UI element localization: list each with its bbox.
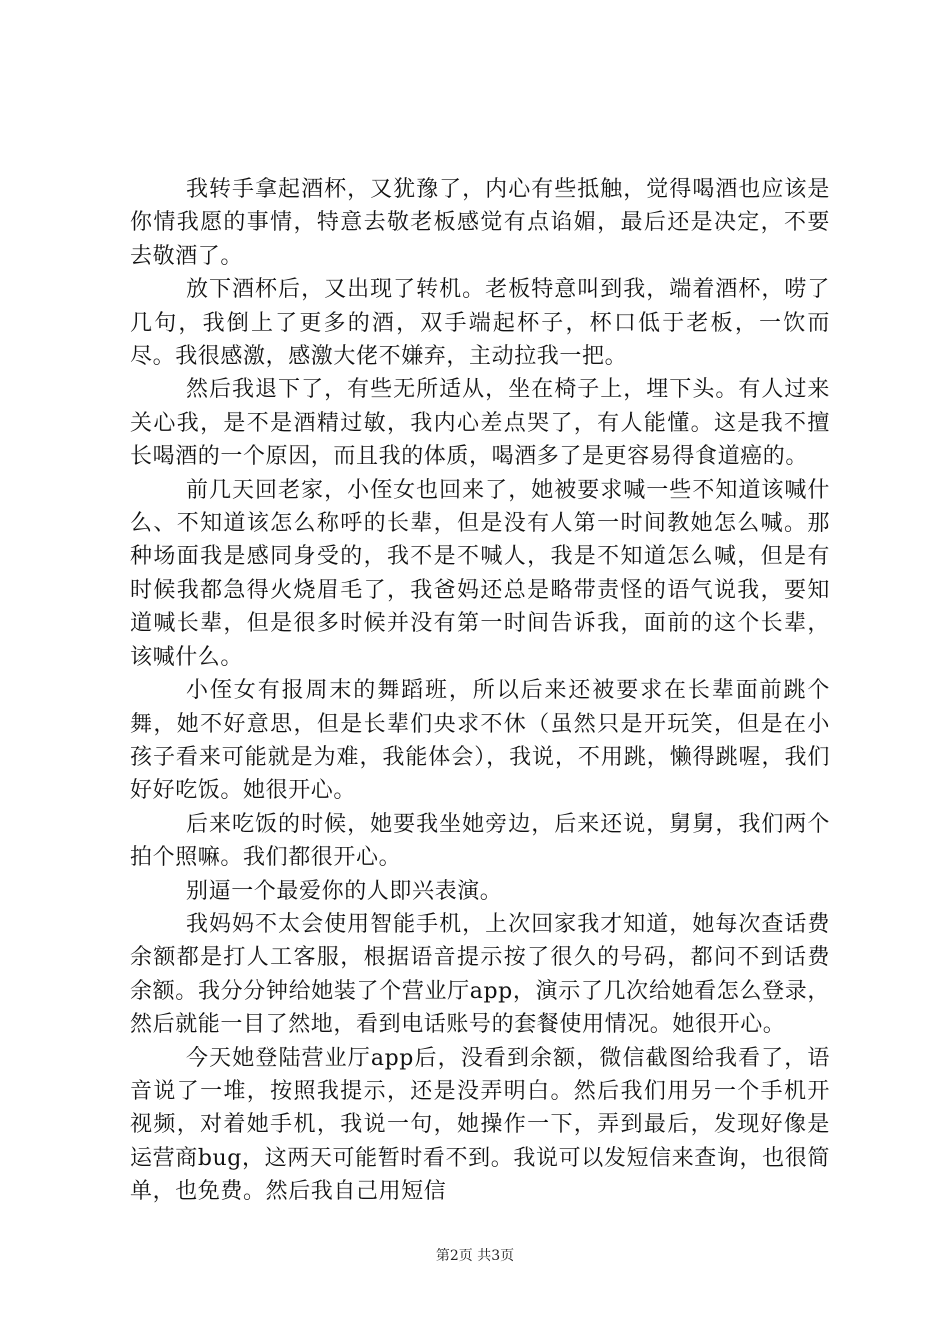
paragraph: 前几天回老家，小侄女也回来了，她被要求喊一些不知道该喊什么、不知道该怎么称呼的长辈，但是没有人第一时间教她怎么喊。那种场面我是感同身受的，我不是不喊人，我是不知道怎么喊，但是有时候我都急得火烧眉毛了，我爸妈还总是略带责怪的语气说我，要知道喊长辈，但是很多时候并没有第一时间告诉我，面前的这个长辈，该喊什么。 (130, 477, 830, 670)
document-body (130, 173, 830, 1209)
paragraph: 小侄女有报周末的舞蹈班，所以后来还被要求在长辈面前跳个舞，她不好意思，但是长辈们央求不休（虽然只是开玩笑，但是在小孩子看来可能就是为难，我能体会），我说，不用跳，懒得跳喔，我们好好吃饭。她很开心。 (130, 678, 830, 804)
paragraph: 今天她登陆营业厅app后，没看到余额，微信截图给我看了，语音说了一堆，按照我提示，还是没弄明白。然后我们用另一个手机开视频，对着她手机，我说一句，她操作一下，弄到最后，发现好像是运营商bug，这两天可能暂时看不到。我说可以发短信来查询，也很简单，也免费。然后我自己用短信 (130, 1045, 830, 1205)
paragraph: 别逼一个最爱你的人即兴表演。 (186, 878, 503, 904)
paragraph: 我转手拿起酒杯，又犹豫了，内心有些抵触，觉得喝酒也应该是你情我愿的事情，特意去敬老板感觉有点谄媚，最后还是决定，不要去敬酒了。 (130, 177, 830, 269)
page-number-footer: 第2页 共3页 (435, 1248, 515, 1264)
paragraph: 然后我退下了，有些无所适从，坐在椅子上，埋下头。有人过来关心我，是不是酒精过敏，我内心差点哭了，有人能懂。这是我不擅长喝酒的一个原因，而且我的体质，喝酒多了是更容易得食道癌的。 (130, 377, 830, 470)
paragraph: 我妈妈不太会使用智能手机，上次回家我才知道，她每次查话费余额都是打人工客服，根据语音提示按了很久的号码，都问不到话费余额。我分分钟给她装了个营业厅app，演示了几次给她看怎么登录，然后就能一目了然地，看到电话账号的套餐使用情况。她很开心。 (130, 911, 830, 1038)
paragraph: 放下酒杯后，又出现了转机。老板特意叫到我，端着酒杯，唠了几句，我倒上了更多的酒，双手端起杯子，杯口低于老板，一饮而尽。我很感激，感激大佬不嫌弃，主动拉我一把。 (130, 277, 830, 370)
paragraph: 后来吃饭的时候，她要我坐她旁边，后来还说，舅舅，我们两个拍个照嘛。我们都很开心。 (130, 811, 830, 871)
